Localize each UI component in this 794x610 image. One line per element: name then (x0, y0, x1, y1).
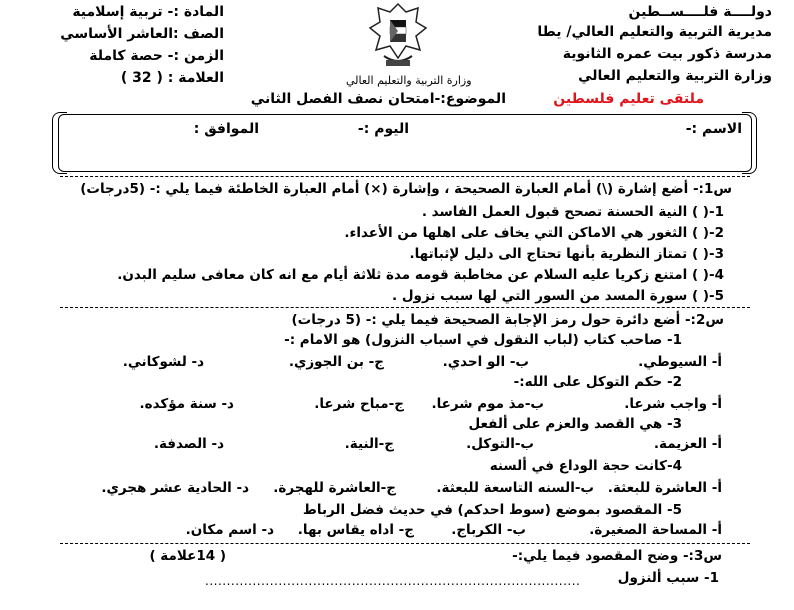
header-directorate: مديرية التربية والتعليم العالي/ يطا (537, 24, 772, 40)
header-grade: الصف :العاشر الأساسي (60, 26, 224, 42)
q2-option: ب- الو احدي. (442, 354, 529, 370)
q2-option: أ- المساحة الصغيرة. (589, 522, 722, 538)
q3-title: س3:- وضح المقصود فيما يلي:- (512, 548, 722, 564)
header-state: دولــــة فلــــســطين (628, 4, 772, 20)
q2-title: س2:- أضع دائرة حول رمز الإجابة الصحيحة فيما يلي :- (5 درجات) (291, 312, 724, 328)
q2-option: ب- الكرباج. (451, 522, 526, 538)
header-ministry: وزارة التربية والتعليم العالي (578, 68, 772, 84)
q2-option: أ- واجب شرعا. (624, 396, 722, 412)
q1-item: 4-( ) امتنع زكريا عليه السلام عن مخاطبة قومه مدة ثلاثة أيام مع انه كان معافى سليم البدن. (117, 267, 724, 283)
divider (60, 176, 750, 177)
q2-stem: 4-كانت حجة الوداع في ألسنه (489, 458, 682, 474)
q2-option: د- لشوكاني. (122, 354, 204, 370)
q3-marks: ( 14علامة ) (149, 548, 226, 564)
date-label: الموافق : (193, 121, 259, 137)
divider (60, 307, 750, 308)
q1-item: 1-( ) النية الحسنة تصحح قبول العمل الفاسد . (421, 204, 724, 220)
q1-item: 5-( ) سورة المسد من السور التي لها سبب نزول . (392, 288, 724, 304)
q2-option: ب-مذ موم شرعا. (431, 396, 544, 412)
q2-stem: 3- هي القصد والعزم على ألفعل (468, 416, 682, 432)
q1-item: 2-( ) الثغور هي الاماكن التي يخاف على اهلها من الأعداء. (344, 225, 724, 241)
divider (60, 543, 750, 544)
q2-option: ب-السنه التاسعة للبعثة. (436, 480, 594, 496)
exam-topic: الموضوع:-امتحان نصف الفصل الثاني (250, 91, 506, 107)
q2-option: ج- بن الجوزي. (288, 354, 384, 370)
q2-option: د- اسم مكان. (185, 522, 274, 538)
name-label: الاسم :- (685, 121, 742, 137)
palestine-emblem-icon (366, 0, 430, 70)
header-time: الزمن :- حصة كاملة (89, 48, 224, 64)
q2-stem: 5- المقصود بموضع (سوط احدكم) في حديث فضل الرباط (302, 502, 682, 518)
header-school: مدرسة ذكور بيت عمره الثانوية (562, 46, 772, 62)
q2-option: أ- العاشرة للبعثة. (607, 480, 722, 496)
q2-option: د- الحادية عشر هجري. (101, 480, 249, 496)
q2-option: ج-النية. (344, 436, 394, 452)
q1-item: 3-( ) تمتاز النظرية بأنها تحتاج الى دليل لإثباتها. (409, 246, 724, 262)
q2-option: ج-العاشرة للهجرة. (273, 480, 396, 496)
day-label: اليوم :- (357, 121, 409, 137)
header-mark: العلامة : ( 32 ) (120, 70, 224, 86)
q2-option: د- سنة مؤكده. (139, 396, 234, 412)
q3-item: 1- سبب ألنزول (617, 570, 719, 586)
emblem-caption: وزارة التربية والتعليم العالي (346, 74, 472, 87)
answer-line: ....................................................................................... (205, 574, 581, 588)
header-subject: المادة :- تربية إسلامية (72, 4, 224, 20)
q2-option: ب-التوكل. (466, 436, 534, 452)
q2-option: ج-مباح شرعا. (314, 396, 404, 412)
q2-option: د- الصدفة. (153, 436, 224, 452)
q2-stem: 2- حكم التوكل على الله:- (513, 374, 682, 390)
q2-option: أ- السيوطي. (638, 354, 722, 370)
header-forum: ملتقى تعليم فلسطين (553, 91, 704, 107)
q2-option: ج- اداه يقاس بها. (297, 522, 414, 538)
q2-stem: 1- صاحب كتاب (لباب النقول في اسباب النزول) هو الامام :- (284, 332, 682, 348)
q2-option: أ- العزيمة. (653, 436, 722, 452)
q1-title: س1:- أضع إشارة (\) أمام العبارة الصحيحة ، وإشارة (×) أمام العبارة الخاطئة فيما يلي :- (5درجات) (80, 181, 732, 197)
